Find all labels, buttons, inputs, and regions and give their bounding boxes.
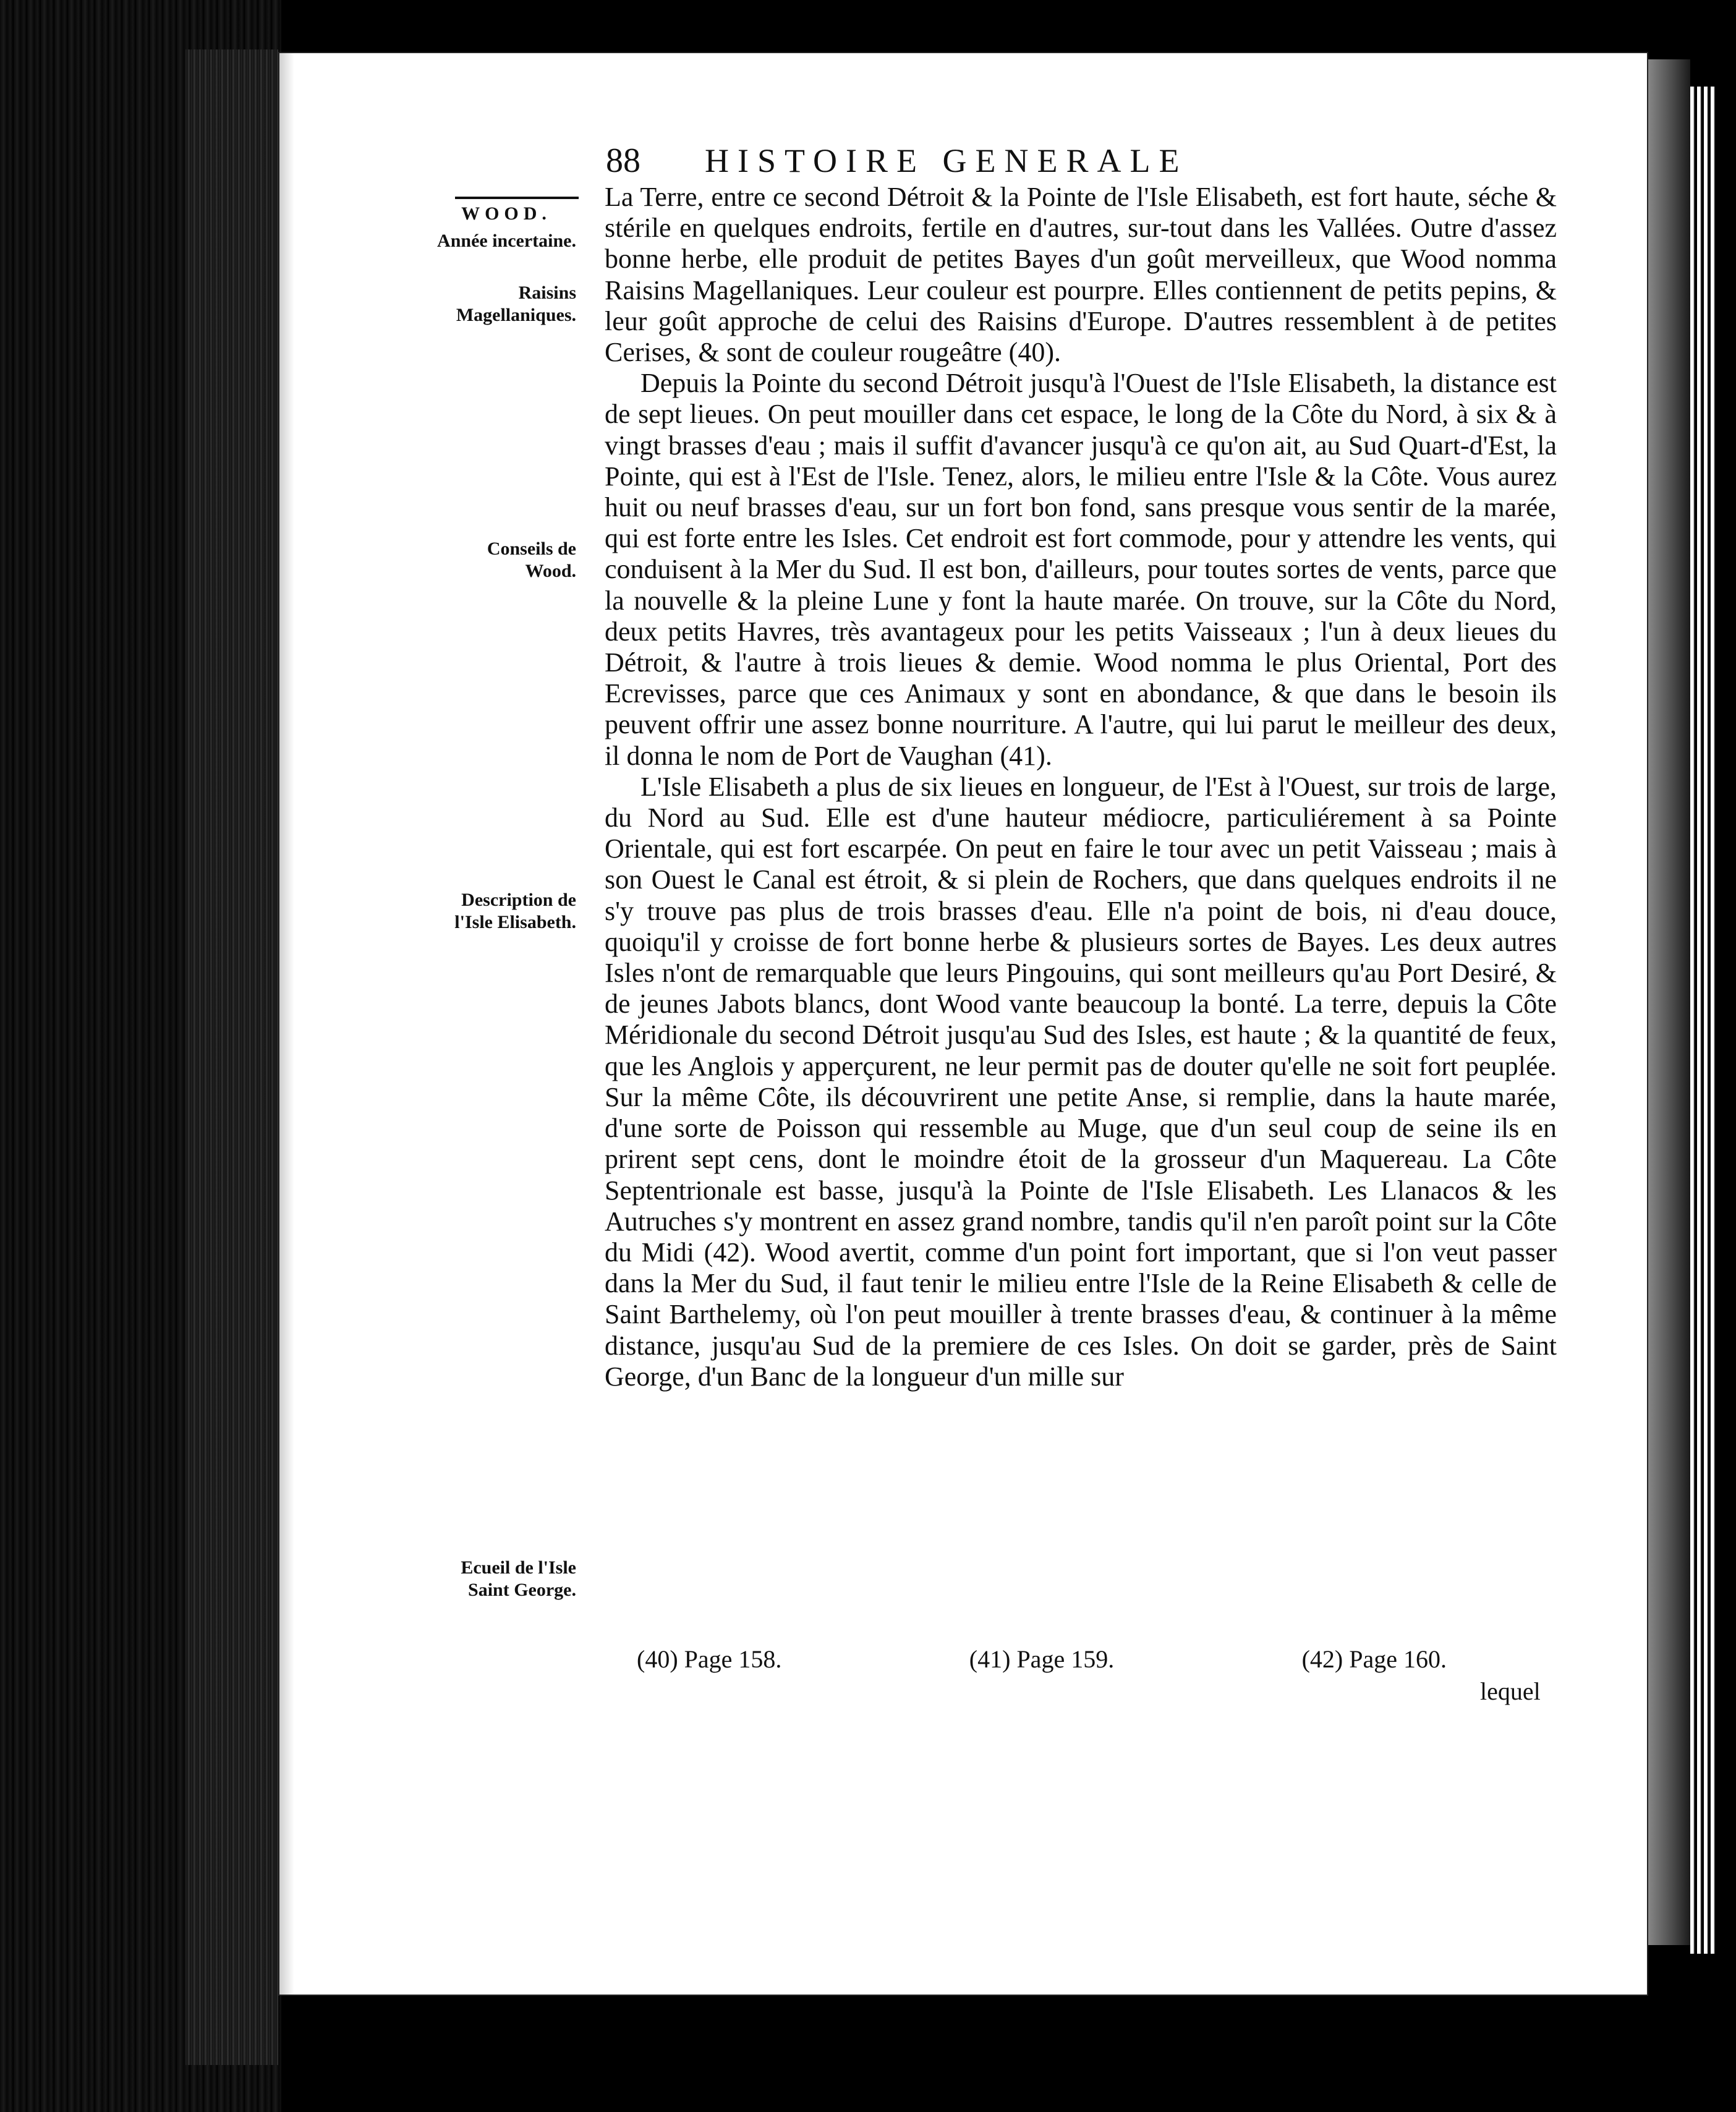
page-edges-right (1690, 87, 1715, 1954)
margin-note-raisins: Raisins Magellaniques. (456, 283, 576, 325)
margin-note-ecueil: Ecueil de l'Isle Saint George. (461, 1557, 576, 1600)
footnote: (42) Page 160. (1301, 1645, 1447, 1673)
margin-note-description: Description de l'Isle Elisabeth. (454, 890, 576, 932)
gutter-shadow (279, 53, 294, 1995)
footnote: (40) Page 158. (637, 1645, 782, 1673)
margin-note-conseils: Conseils de Wood. (487, 539, 576, 581)
page-number: 88 (606, 142, 640, 180)
margin-note-author: WOOD. (461, 203, 551, 224)
page-edges (185, 49, 278, 2065)
footnotes (637, 1645, 1447, 1682)
paragraph: L'Isle Elisabeth a plus de six lieues en longueur, de l'Est à l'Ouest, sur trois de large, du Nord au Sud. Elle est d'une hauteur médiocre, particuliérement à sa Pointe Orientale, qui est fort escarpée. On peut en faire le tour avec un petit Vaisseau ; mais à son Ouest le Canal est étroit, & si plein de Rochers, que dans quelques endroits il ne s'y trouve pas plus de trois brasses d'eau. Elle n'a point de bois, ni d'eau douce, quoiqu'il y croisse de fort bonne herbe & plusieurs sortes de Bayes. Les deux autres Isles n'ont de remarquable que leurs Pingouins, qui sont meilleurs qu'au Port Desiré, & de jeunes Jabots blancs, dont Wood vante beaucoup la bonté. La terre, depuis la Côte Méridionale du second Détroit jusqu'au Sud des Isles, est haute ; & la quantité de feux, que les Anglois y apperçurent, ne leur permit pas de douter qu'elle ne soit fort peuplée. Sur la même Côte, ils découvrirent une petite Anse, si remplie, dans la haute marée, d'une sorte de Poisson qui ressemble au Muge, que d'un seul coup de seine ils en prirent sept cens, dont le moindre étoit de la grosseur d'un Maquereau. La Côte Septentrionale est basse, jusqu'à la Pointe de l'Isle Elisabeth. Les Llanacos & les Autruches s'y montrent en assez grand nombre, tandis qu'il n'en paroît point sur la Côte du Midi (42). Wood avertit, comme d'un point fort important, que si l'on veut passer dans la Mer du Sud, il faut tenir le milieu entre l'Isle de la Reine Elisabeth & celle de Saint Barthelemy, où l'on peut mouiller à trente brasses d'eau, & continuer à la même distance, jusqu'au Sud de la premiere de ces Isles. On doit se garder, près de Saint George, d'un Banc de la longueur d'un mille sur (605, 771, 1557, 1392)
margin-rule (455, 197, 579, 199)
page-header (606, 141, 1360, 184)
paragraph: La Terre, entre ce second Détroit & la Pointe de l'Isle Elisabeth, est fort haute, séche & stérile en quelques endroits, fertile en d'autres, sur-tout dans les Vallées. Outre d'assez bonne herbe, elle produit de petites Bayes d'un goût merveilleux, que Wood nomma Raisins Magellaniques. Leur couleur est pourpre. Elles contiennent de petits pepins, & leur goût approche de celui des Raisins d'Europe. D'autres ressemblent à de petites Cerises, & sont de couleur rougeâtre (40). (605, 182, 1557, 368)
paragraph: Depuis la Pointe du second Détroit jusqu'à l'Ouest de l'Isle Elisabeth, la distance est de sept lieues. On peut mouiller dans cet espace, le long de la Côte du Nord, à six & à vingt brasses d'eau ; mais il suffit d'avancer jusqu'à ce qu'on ait, au Sud Quart-d'Est, la Pointe, qui est à l'Est de l'Isle. Tenez, alors, le milieu entre l'Isle & la Côte. Vous aurez huit ou neuf brasses d'eau, sur un fort bon fond, sans presque vous sentir de la marée, qui est forte entre les Isles. Cet endroit est fort commode, pour y attendre les vents, qui conduisent à la Mer du Sud. Il est bon, d'ailleurs, pour toutes sortes de vents, parce que la nouvelle & la pleine Lune y font la haute marée. On trouve, sur la Côte du Nord, deux petits Havres, très avantageux pour les petits Vaisseaux ; l'un à deux lieues du Détroit, & l'autre à trois lieues & demie. Wood nomma le plus Oriental, Port des Ecrevisses, parce que ces Animaux y sont en abondance, & que dans le besoin ils peuvent offrir une assez bonne nourriture. A l'autre, qui lui parut le meilleur des deux, il donna le nom de Port de Vaughan (41). (605, 368, 1557, 771)
footnote: (41) Page 159. (969, 1645, 1115, 1673)
main-text (605, 182, 1557, 1392)
running-title: HISTOIRE GENERALE (705, 142, 1188, 179)
catchword: lequel (1480, 1677, 1541, 1705)
page-shadow (1647, 59, 1690, 1945)
margin-note-year: Année incertaine. (437, 231, 576, 251)
